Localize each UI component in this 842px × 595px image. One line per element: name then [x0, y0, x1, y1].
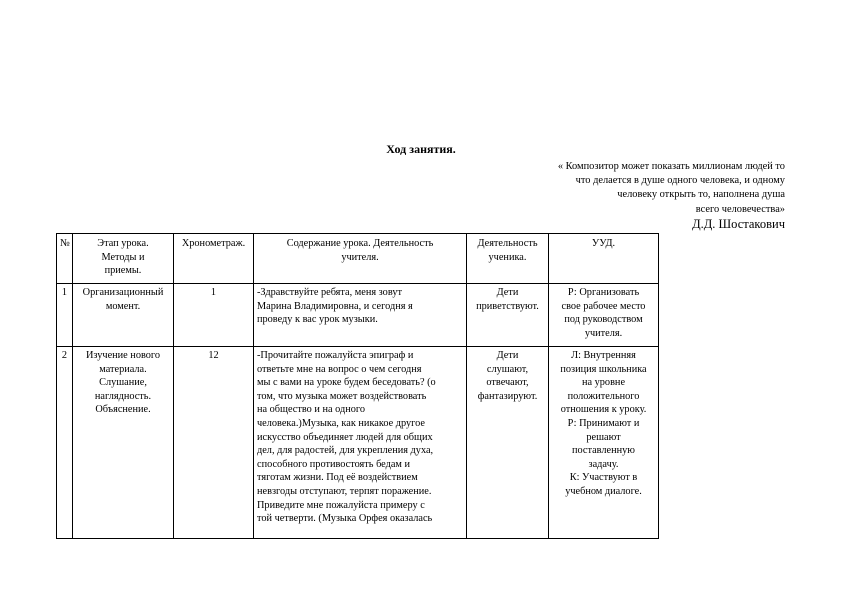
cell-line: К: Участвуют в — [569, 472, 638, 484]
header-uud — [549, 234, 659, 284]
header-content-line: учителя. — [341, 251, 379, 263]
cell-line: свое рабочее место — [561, 300, 646, 312]
cell-num — [57, 347, 73, 539]
cell-line: приветствуют. — [476, 300, 539, 312]
cell-line: Дети — [496, 287, 519, 298]
cell-line: дел, для радостей, для укрепления духа, — [257, 445, 434, 457]
cell-line: мы с вами на уроке будем беседовать? (о — [257, 377, 436, 389]
table-row — [57, 284, 659, 347]
header-num — [57, 234, 73, 284]
header-timing-line: Хронометраж. — [181, 238, 246, 249]
cell-line: Р: Принимают и — [567, 417, 640, 429]
cell-stage — [73, 284, 174, 347]
cell-line: -Прочитайте пожалуйста эпиграф и — [257, 350, 414, 361]
header-timing — [174, 234, 254, 284]
cell-line: невзгоды отступают, терпят поражение. — [257, 485, 432, 497]
cell-line: на общество и на одного — [257, 404, 365, 416]
cell-line: Л: Внутренняя — [571, 350, 636, 361]
cell-line: тяготам жизни. Под её воздействием — [257, 472, 418, 484]
cell-line: ответьте мне на вопрос о чем сегодня — [257, 363, 422, 375]
header-student — [467, 234, 549, 284]
header-stage-line: Методы и — [101, 251, 145, 263]
cell-line: способного противостоять бедам и — [257, 458, 411, 470]
cell-line: 12 — [208, 350, 219, 361]
cell-line: отвечают, — [486, 377, 529, 389]
cell-num-text: 1 — [61, 287, 68, 298]
cell-line: поставленную — [572, 445, 635, 457]
header-stage-line: Этап урока. — [97, 238, 149, 249]
cell-line: решают — [586, 431, 621, 443]
cell-line: Дети — [496, 350, 519, 361]
lesson-table — [56, 233, 659, 539]
cell-line: -Здравствуйте ребята, меня зовут — [257, 287, 402, 298]
cell-uud — [549, 347, 659, 539]
cell-line: той четверти. (Музыка Орфея оказалась — [257, 513, 433, 525]
cell-line: отношения к уроку. — [560, 404, 647, 416]
cell-num-text: 2 — [61, 350, 68, 361]
epigraph-line: человеку открыть то, наполнена душа — [617, 189, 785, 201]
cell-line: положительного — [567, 390, 640, 402]
cell-line: 1 — [210, 287, 217, 298]
cell-uud — [549, 284, 659, 347]
table-row — [57, 347, 659, 539]
cell-student — [467, 347, 549, 539]
epigraph-author: Д.Д. Шостакович — [692, 217, 785, 231]
epigraph — [485, 160, 785, 217]
cell-line: проведу к вас урок музыки. — [257, 314, 378, 326]
cell-line: под руководством — [564, 314, 643, 326]
header-stage — [73, 234, 174, 284]
cell-line: Приведите мне пожалуйста примеру с — [257, 499, 425, 511]
cell-line: Организационный — [82, 287, 164, 298]
cell-line: учителя. — [584, 327, 623, 339]
cell-line: Объяснение. — [95, 404, 151, 416]
header-uud-line: УУД. — [591, 238, 616, 249]
cell-line: на уровне — [581, 377, 626, 389]
page-title: Ход занятия. — [386, 142, 456, 156]
header-content — [254, 234, 467, 284]
cell-line: том, что музыка может воздействовать — [257, 390, 427, 402]
cell-num — [57, 284, 73, 347]
cell-line: Изучение нового — [85, 350, 161, 361]
epigraph-line: что делается в душе одного человека, и одному — [575, 175, 785, 187]
cell-student — [467, 284, 549, 347]
cell-timing — [174, 284, 254, 347]
cell-line: задачу. — [588, 458, 619, 470]
cell-line: момент. — [105, 300, 141, 312]
cell-content — [254, 347, 467, 539]
cell-line: Слушание, — [99, 377, 147, 389]
cell-line: материала. — [99, 363, 147, 375]
cell-line: Марина Владимировна, и сегодня я — [257, 300, 413, 312]
epigraph-line: « Композитор может показать миллионам людей то — [557, 161, 785, 172]
header-student-line: Деятельность — [477, 238, 538, 249]
header-student-line: ученика. — [488, 251, 527, 263]
cell-line: фантазируют. — [477, 390, 538, 402]
cell-line: наглядность. — [94, 390, 152, 402]
epigraph-line: всего человечества» — [695, 203, 785, 215]
cell-line: искусство объединяет людей для общих — [257, 431, 433, 443]
cell-stage — [73, 347, 174, 539]
cell-timing — [174, 347, 254, 539]
header-content-line: Содержание урока. Деятельность — [286, 238, 434, 249]
cell-line: позиция школьника — [560, 363, 647, 375]
cell-line: Р: Организовать — [567, 287, 640, 298]
cell-line: человека.)Музыка, как никакое другое — [257, 417, 425, 429]
cell-line: учебном диалоге. — [565, 485, 642, 497]
cell-content — [254, 284, 467, 347]
header-stage-line: приемы. — [104, 265, 142, 277]
table-header-row — [57, 234, 659, 284]
header-num-label: № — [60, 238, 70, 249]
cell-line: слушают, — [486, 363, 529, 375]
